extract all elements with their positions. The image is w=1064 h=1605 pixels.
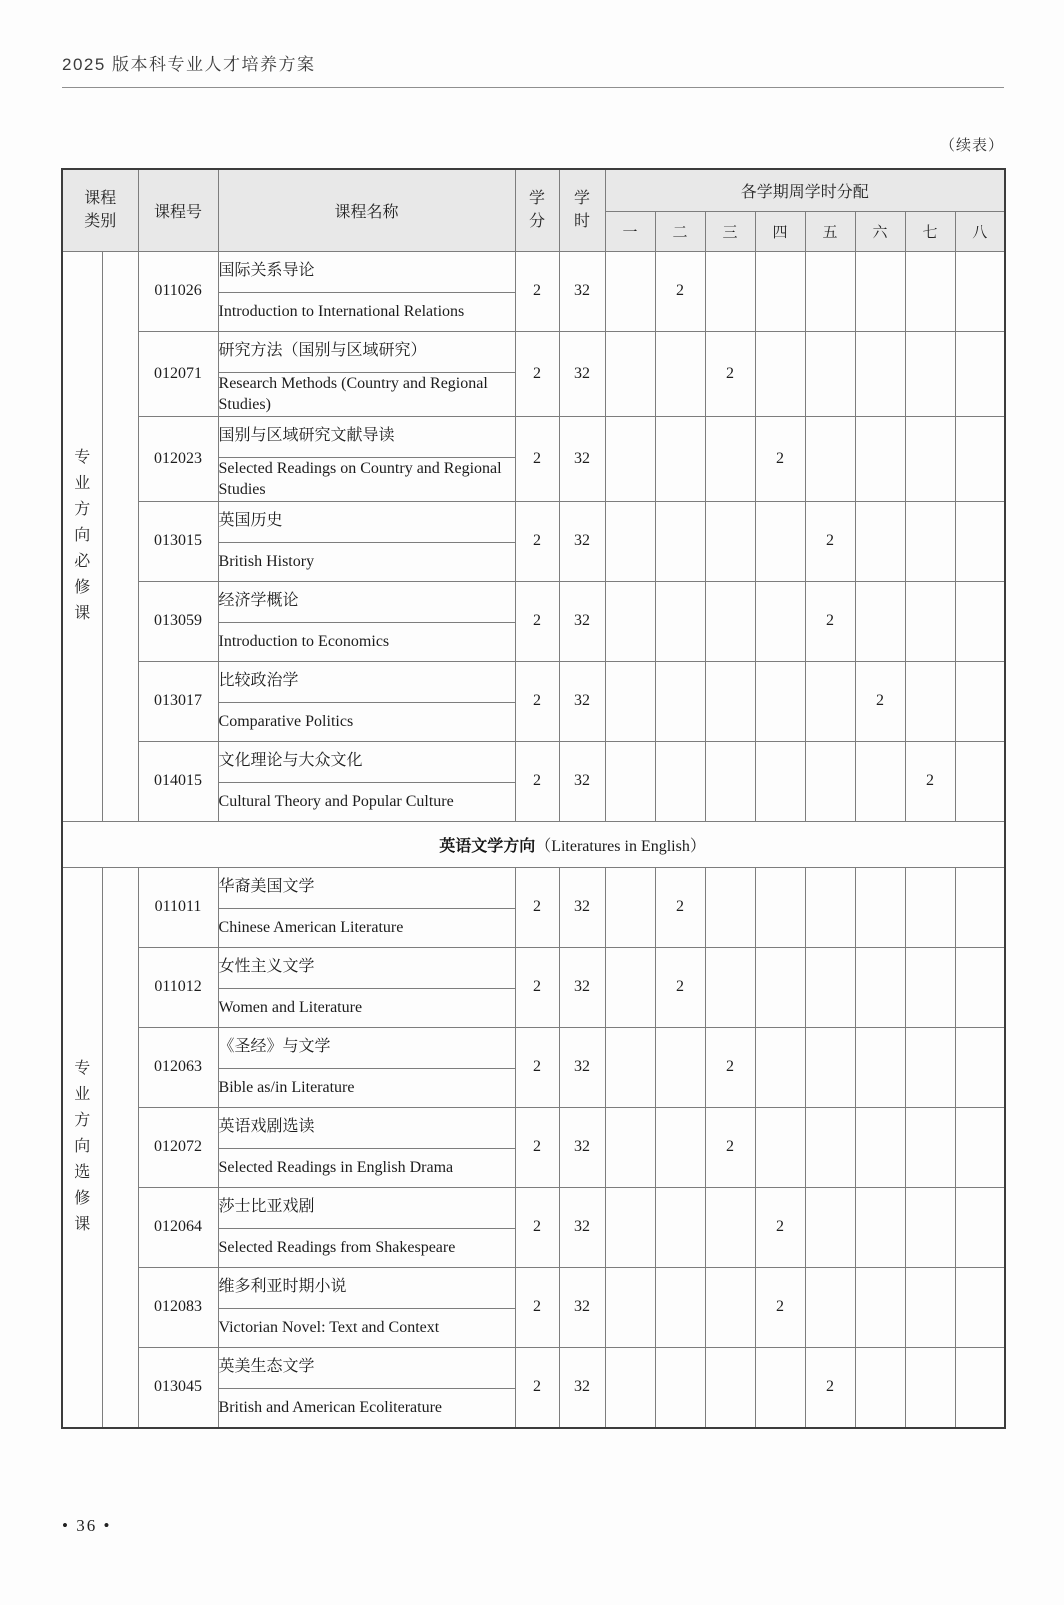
header-course-category: 课程 类别 [62,169,138,251]
course-no: 012064 [138,1187,218,1267]
course-no: 014015 [138,741,218,821]
course-credits: 2 [515,251,559,331]
semester-hours-cell [955,1027,1005,1107]
semester-hours-cell: 2 [905,741,955,821]
course-name-en: British and American Ecoliterature [218,1388,515,1428]
header-semester-3: 三 [705,211,755,251]
semester-hours-cell: 2 [705,331,755,416]
semester-hours-cell [805,867,855,947]
course-hours: 32 [559,501,605,581]
course-row [62,251,1005,292]
semester-hours-cell: 2 [855,661,905,741]
semester-hours-cell: 2 [755,1267,805,1347]
semester-hours-cell [905,1107,955,1187]
semester-hours-cell [655,331,705,416]
semester-hours-cell [955,416,1005,501]
section-divider-row [62,821,1005,867]
course-hours: 32 [559,416,605,501]
course-hours: 32 [559,741,605,821]
course-credits: 2 [515,867,559,947]
course-name-cn: 研究方法（国别与区域研究） [218,331,515,372]
semester-hours-cell [755,1347,805,1428]
course-no: 013059 [138,581,218,661]
header-semester-1: 一 [605,211,655,251]
course-name-en: Research Methods (Country and Regional Studies) [218,372,515,416]
semester-hours-cell [905,1347,955,1428]
semester-hours-cell [605,501,655,581]
document-header-title: 2025 版本科专业人才培养方案 [62,55,316,74]
semester-hours-cell [705,416,755,501]
header-credits: 学 分 [515,169,559,251]
semester-hours-cell [905,416,955,501]
course-row [62,661,1005,702]
semester-hours-cell [705,1187,755,1267]
semester-hours-cell [955,1107,1005,1187]
semester-hours-cell: 2 [655,867,705,947]
header-semester-6: 六 [855,211,905,251]
semester-hours-cell [805,1267,855,1347]
course-no: 012023 [138,416,218,501]
section-subcategory-cell [102,251,138,821]
course-name-en: Victorian Novel: Text and Context [218,1308,515,1347]
semester-hours-cell [605,1027,655,1107]
semester-hours-cell [855,741,905,821]
semester-hours-cell [705,1347,755,1428]
semester-hours-cell [755,331,805,416]
course-credits: 2 [515,1347,559,1428]
course-name-en: Introduction to International Relations [218,292,515,331]
course-credits: 2 [515,1267,559,1347]
course-name-en: Introduction to Economics [218,622,515,661]
course-row [62,1107,1005,1148]
course-name-cn: 英美生态文学 [218,1347,515,1388]
header-course-name: 课程名称 [218,169,515,251]
course-name-en: Cultural Theory and Popular Culture [218,782,515,821]
course-hours: 32 [559,867,605,947]
semester-hours-cell: 2 [655,947,705,1027]
course-name-cn: 英语戏剧选读 [218,1107,515,1148]
course-hours: 32 [559,661,605,741]
continued-table-note: （续表） [939,137,1004,154]
course-name-cn: 经济学概论 [218,581,515,622]
course-no: 012083 [138,1267,218,1347]
semester-hours-cell [605,581,655,661]
course-name-en: Women and Literature [218,988,515,1027]
semester-hours-cell: 2 [705,1027,755,1107]
semester-hours-cell [955,741,1005,821]
header-divider-line [62,87,1004,88]
semester-hours-cell [955,661,1005,741]
semester-hours-cell [655,416,705,501]
header-semester-8: 八 [955,211,1005,251]
semester-hours-cell [855,1027,905,1107]
semester-hours-cell [705,661,755,741]
header-hours: 学 时 [559,169,605,251]
header-semester-5: 五 [805,211,855,251]
header-semester-2: 二 [655,211,705,251]
semester-hours-cell [855,1187,905,1267]
course-name-en: Selected Readings in English Drama [218,1148,515,1187]
semester-hours-cell [655,1347,705,1428]
header-course-no: 课程号 [138,169,218,251]
course-credits: 2 [515,331,559,416]
semester-hours-cell [805,416,855,501]
semester-hours-cell [605,251,655,331]
semester-hours-cell [605,947,655,1027]
semester-hours-cell: 2 [755,416,805,501]
semester-hours-cell [955,581,1005,661]
semester-hours-cell: 2 [805,1347,855,1428]
semester-hours-cell [805,1187,855,1267]
course-hours: 32 [559,581,605,661]
semester-hours-cell [855,581,905,661]
semester-hours-cell [655,661,705,741]
semester-hours-cell [905,1027,955,1107]
semester-hours-cell [855,416,905,501]
course-row [62,331,1005,372]
semester-hours-cell [605,331,655,416]
semester-hours-cell [805,1107,855,1187]
semester-hours-cell [905,661,955,741]
course-name-en: British History [218,542,515,581]
course-hours: 32 [559,1187,605,1267]
semester-hours-cell: 2 [655,251,705,331]
course-name-en: Selected Readings on Country and Regional Studies [218,457,515,501]
semester-hours-cell [855,867,905,947]
semester-hours-cell [955,331,1005,416]
section-category-cell [62,251,102,821]
course-row [62,581,1005,622]
semester-hours-cell [905,501,955,581]
course-name-cn: 维多利亚时期小说 [218,1267,515,1308]
course-name-cn: 国别与区域研究文献导读 [218,416,515,457]
course-row [62,1027,1005,1068]
semester-hours-cell [805,741,855,821]
semester-hours-cell [755,581,805,661]
course-hours: 32 [559,331,605,416]
section-category-label: 专 业 方 向 选 修 课 [74,1060,91,1234]
course-credits: 2 [515,416,559,501]
course-name-cn: 英国历史 [218,501,515,542]
semester-hours-cell [905,581,955,661]
course-name-en: Chinese American Literature [218,908,515,947]
semester-hours-cell [855,947,905,1027]
semester-hours-cell [855,1267,905,1347]
section-category-label: 专 业 方 向 必 修 课 [74,449,91,623]
semester-hours-cell [655,1187,705,1267]
course-row [62,501,1005,542]
course-credits: 2 [515,947,559,1027]
semester-hours-cell [655,1027,705,1107]
semester-hours-cell [805,947,855,1027]
semester-hours-cell [705,741,755,821]
semester-hours-cell [605,1347,655,1428]
course-no: 011011 [138,867,218,947]
curriculum-table [61,168,1006,1429]
course-credits: 2 [515,501,559,581]
semester-hours-cell [605,1187,655,1267]
semester-hours-cell [755,661,805,741]
semester-hours-cell [755,947,805,1027]
course-row [62,1187,1005,1228]
semester-hours-cell [605,1107,655,1187]
semester-hours-cell [955,1267,1005,1347]
semester-hours-cell [755,501,805,581]
semester-hours-cell [605,741,655,821]
course-name-cn: 文化理论与大众文化 [218,741,515,782]
semester-hours-cell [905,331,955,416]
semester-hours-cell [855,331,905,416]
semester-hours-cell [605,416,655,501]
course-name-cn: 莎士比亚戏剧 [218,1187,515,1228]
course-name-cn: 女性主义文学 [218,947,515,988]
course-hours: 32 [559,1347,605,1428]
course-row [62,867,1005,908]
semester-hours-cell [655,1267,705,1347]
page-number: • 36 • [62,1516,112,1535]
course-hours: 32 [559,251,605,331]
semester-hours-cell [755,1027,805,1107]
semester-hours-cell [905,867,955,947]
course-hours: 32 [559,1267,605,1347]
course-row [62,741,1005,782]
course-no: 011026 [138,251,218,331]
semester-hours-cell [705,867,755,947]
course-no: 013015 [138,501,218,581]
section-subcategory-cell [102,867,138,1428]
semester-hours-cell [705,1267,755,1347]
semester-hours-cell [955,1347,1005,1428]
section-divider-title-cn: 英语文学方向 [439,837,536,855]
semester-hours-cell [605,867,655,947]
section-category-cell [62,867,102,1428]
course-name-en: Comparative Politics [218,702,515,741]
course-no: 011012 [138,947,218,1027]
course-no: 013017 [138,661,218,741]
semester-hours-cell [855,1347,905,1428]
semester-hours-cell [905,1267,955,1347]
course-row [62,1347,1005,1388]
header-semester-7: 七 [905,211,955,251]
semester-hours-cell [855,501,905,581]
course-name-en: Bible as/in Literature [218,1068,515,1107]
semester-hours-cell [905,1187,955,1267]
semester-hours-cell [705,581,755,661]
semester-hours-cell [655,741,705,821]
semester-hours-cell [955,251,1005,331]
course-hours: 32 [559,1027,605,1107]
semester-hours-cell [955,947,1005,1027]
semester-hours-cell [905,947,955,1027]
course-row [62,947,1005,988]
course-row [62,1267,1005,1308]
course-name-cn: 国际关系导论 [218,251,515,292]
semester-hours-cell [755,741,805,821]
semester-hours-cell [605,1267,655,1347]
course-no: 012071 [138,331,218,416]
semester-hours-cell [905,251,955,331]
semester-hours-cell [755,867,805,947]
semester-hours-cell [955,1187,1005,1267]
header-semester-4: 四 [755,211,805,251]
semester-hours-cell [855,1107,905,1187]
course-no: 013045 [138,1347,218,1428]
course-credits: 2 [515,581,559,661]
semester-hours-cell [605,661,655,741]
course-name-cn: 《圣经》与文学 [218,1027,515,1068]
semester-hours-cell [655,501,705,581]
semester-hours-cell [655,581,705,661]
semester-hours-cell [705,251,755,331]
semester-hours-cell [805,661,855,741]
semester-hours-cell [655,1107,705,1187]
semester-hours-cell [855,251,905,331]
semester-hours-cell [755,1107,805,1187]
course-row [62,416,1005,457]
semester-hours-cell: 2 [755,1187,805,1267]
course-credits: 2 [515,1187,559,1267]
table-header-row-1 [62,169,1005,211]
semester-hours-cell [705,947,755,1027]
semester-hours-cell: 2 [805,581,855,661]
semester-hours-cell [705,501,755,581]
semester-hours-cell: 2 [705,1107,755,1187]
course-credits: 2 [515,661,559,741]
semester-hours-cell [805,1027,855,1107]
course-name-en: Selected Readings from Shakespeare [218,1228,515,1267]
semester-hours-cell: 2 [805,501,855,581]
course-name-cn: 比较政治学 [218,661,515,702]
course-hours: 32 [559,947,605,1027]
course-credits: 2 [515,1107,559,1187]
semester-hours-cell [955,867,1005,947]
course-no: 012072 [138,1107,218,1187]
semester-hours-cell [955,501,1005,581]
course-no: 012063 [138,1027,218,1107]
section-divider-title-en: （Literatures in English） [535,837,706,855]
course-hours: 32 [559,1107,605,1187]
course-credits: 2 [515,1027,559,1107]
semester-hours-cell [805,251,855,331]
semester-hours-cell [755,251,805,331]
course-name-cn: 华裔美国文学 [218,867,515,908]
section-divider-cell [62,821,1005,867]
header-semester-distribution: 各学期周学时分配 [605,169,1005,211]
course-credits: 2 [515,741,559,821]
semester-hours-cell [805,331,855,416]
